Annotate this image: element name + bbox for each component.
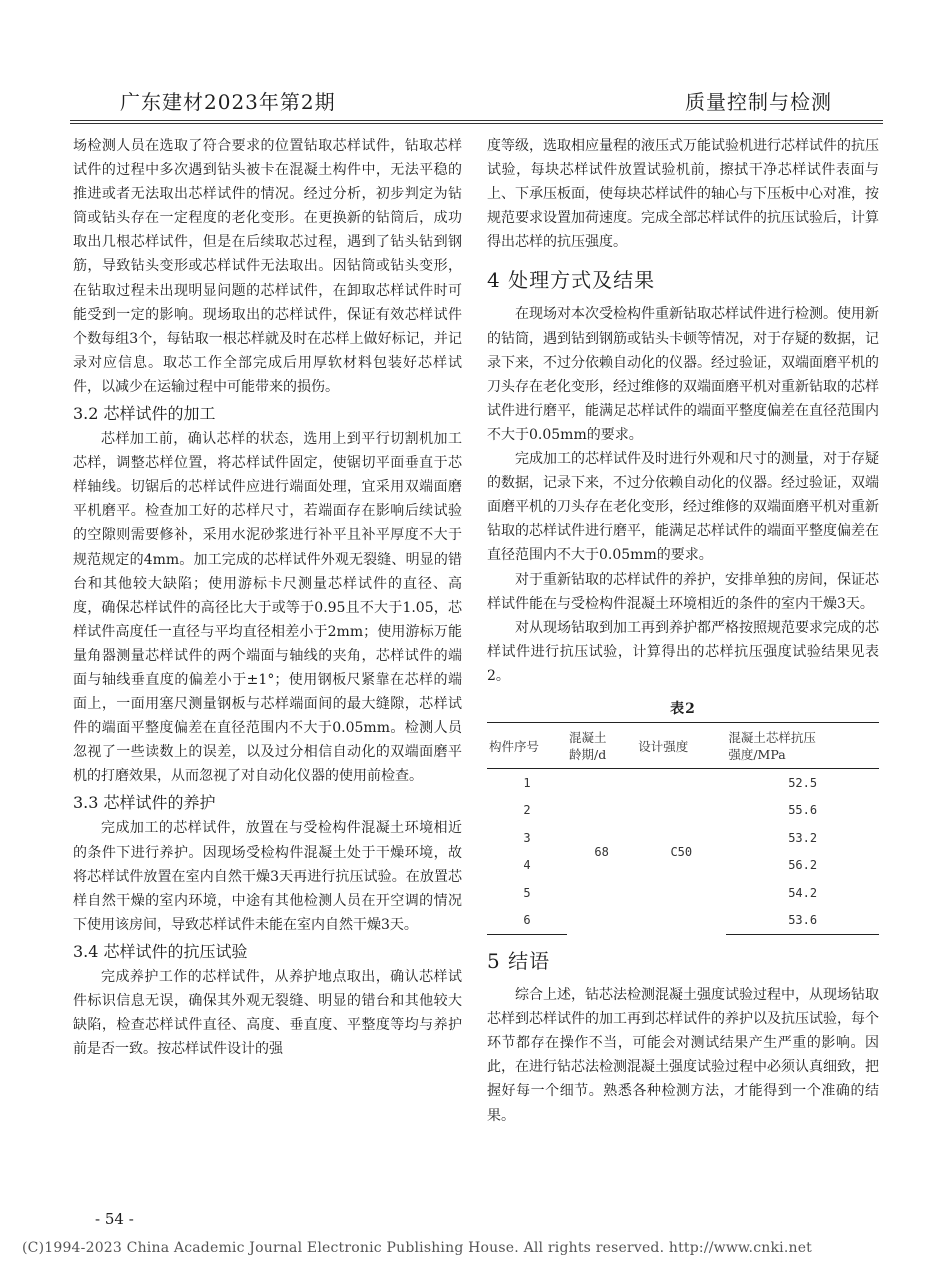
paragraph-3-3: 完成加工的芯样试件，放置在与受检构件混凝土环境相近的条件下进行养护。因现场受检构件混凝土处于干燥环境，故将芯样试件放置在室内自然干燥3天再进行抗压试验。在放置芯样自然干燥的室内环境，中途有其他检测人员在开空调的情况下使用该房间，导致芯样试件未能在室内自然干燥3天。: [73, 820, 462, 933]
running-header-section: 质量控制与检测: [685, 90, 832, 114]
table-header-id: 构件序号: [487, 723, 567, 769]
right-column: [487, 134, 879, 1128]
results-table: [487, 722, 879, 935]
paragraph-4c: 对于重新钻取的芯样试件的养护，安排单独的房间，保证芯样试件能在与受检构件混凝土环境相近的条件的室内干燥3天。: [487, 571, 879, 612]
paragraph-4d: 对从现场钻取到加工再到养护都严格按照规范要求完成的芯样试件进行抗压试验，计算得出的芯样抗压强度试验结果见表2。: [487, 619, 879, 684]
heading-3-3: 3.3 芯样试件的养护: [73, 793, 216, 813]
table-header-grade: 设计强度: [636, 723, 726, 769]
cell-strength: 55.6: [788, 803, 818, 818]
cell-strength: 53.6: [726, 907, 879, 935]
copyright-footer: (C)1994-2023 China Academic Journal Electronic Publishing House. All rights reserved. http://www.cnki.net: [22, 1240, 813, 1256]
cell-id: 3: [523, 830, 531, 845]
page-number: - 54 -: [95, 1210, 134, 1228]
cell-id: 5: [523, 885, 531, 900]
cell-id: 1: [523, 775, 531, 790]
cell-grade: C50: [670, 844, 693, 859]
cell-strength: 54.2: [788, 885, 818, 900]
header-rule-top: [70, 120, 883, 121]
cell-strength: 56.2: [788, 858, 818, 873]
cell-age: 68: [594, 844, 609, 859]
table-caption: 表2: [670, 700, 696, 717]
table-header-strength: 混凝土芯样抗压 强度/MPa: [726, 723, 879, 769]
heading-3-2: 3.2 芯样试件的加工: [73, 404, 216, 424]
cell-id: 2: [523, 803, 531, 818]
table-header-age: 混凝土 龄期/d: [567, 723, 636, 769]
table-row: [487, 769, 879, 797]
paragraph-3-2: 芯样加工前，确认芯样的状态，选用上到平行切割机加工芯样，调整芯样位置，将芯样试件固定，使锯切平面垂直于芯样轴线。切锯后的芯样试件应进行端面处理，宜采用双端面磨平机磨平。检查加工好的芯样尺寸，若端面存在影响后续试验的空隙则需要修补，采用水泥砂浆进行补平且补平厚度不大于规范规定的4mm。加工完成的芯样试件外观无裂缝、明显的错台和其他较大缺陷；使用游标卡尺测量芯样试件的直径、高度，确保芯样试件的高径比大于或等于0.95且不大于1.05，芯样试件高度任一直径与平均直径相差小于2mm；使用游标万能量角器测量芯样试件的两个端面与轴线的夹角，芯样试件的端面与轴线垂直度的偏差小于±1°；使用钢板尺紧靠在芯样的端面上，一面用塞尺测量钢板与芯样端面间的最大缝隙，芯样试件的端面平整度偏差在直径范围内不大于0.05mm。检测人员忽视了一些读数上的误差，以及过分相信自动化的双端面磨平机的打磨效果，从而忽视了对自动化仪器的使用前检查。: [73, 431, 462, 785]
heading-4: 4 处理方式及结果: [487, 268, 656, 293]
paragraph-3-4: 完成养护工作的芯样试件，从养护地点取出，确认芯样试件标识信息无误，确保其外观无裂缝、明显的错台和其他较大缺陷，检查芯样试件直径、高度、垂直度、平整度等均与养护前是否一致。按芯样试件设计的强: [73, 968, 462, 1058]
paragraph-5: 综合上述，钻芯法检测混凝土强度试验过程中，从现场钻取芯样到芯样试件的加工再到芯样试件的养护以及抗压试验，每个环节都存在操作不当，可能会对测试结果产生严重的影响。因此，在进行钻芯法检测混凝土强度试验过程中必须认真细致，把握好每一个细节。熟悉各种检测方法，才能得到一个准确的结果。: [487, 987, 879, 1124]
heading-3-4: 3.4 芯样试件的抗压试验: [73, 941, 248, 961]
cell-strength: 52.5: [788, 775, 818, 790]
heading-5: 5 结语: [487, 949, 551, 974]
paragraph-4a: 在现场对本次受检构件重新钻取芯样试件进行检测。使用新的钻筒，遇到钻到钢筋或钻头卡顿等情况，对于存疑的数据，记录下来，不过分依赖自动化的仪器。经过验证，双端面磨平机的刀头存在老化变形，经过维修的双端面磨平机对重新钻取的芯样试件进行磨平，能满足芯样试件的端面平整度偏差在直径范围内不大于0.05mm的要求。: [487, 306, 879, 443]
paragraph-intro: 场检测人员在选取了符合要求的位置钻取芯样试件，钻取芯样试件的过程中多次遇到钻头被卡在混凝土构件中，无法平稳的推进或者无法取出芯样试件的情况。经过分析，初步判定为钻筒或钻头存在一定程度的老化变形。在更换新的钻筒后，成功取出几根芯样试件，但是在后续取芯过程，遇到了钻头钻到钢筋，导致钻头变形或芯样试件无法取出。因钻筒或钻头变形，在钻取过程未出现明显问题的芯样试件，在卸取芯样试件时可能受到一定的影响。现场取出的芯样试件，保证有效芯样试件个数每组3个，每钻取一根芯样就及时在芯样上做好标记，并记录对应信息。取芯工作全部完成后用厚软材料包装好芯样试件，以减少在运输过程中可能带来的损伤。: [73, 138, 462, 395]
cell-id: 4: [523, 858, 531, 873]
running-header-journal: 广东建材2023年第2期: [120, 90, 336, 114]
cell-strength: 53.2: [788, 830, 818, 845]
cell-id: 6: [487, 907, 567, 935]
header-rule-bottom: [70, 123, 883, 124]
left-column: [73, 134, 462, 1061]
paragraph-continued: 度等级，选取相应量程的液压式万能试验机进行芯样试件的抗压试验，每块芯样试件放置试验机前，擦拭干净芯样试件表面与上、下承压板面，使每块芯样试件的轴心与下压板中心对准，按规范要求设置加荷速度。完成全部芯样试件的抗压试验后，计算得出芯样的抗压强度。: [487, 138, 879, 251]
paragraph-4b: 完成加工的芯样试件及时进行外观和尺寸的测量，对于存疑的数据，记录下来，不过分依赖自动化的仪器。经过验证，双端面磨平机的刀头存在老化变形，经过维修的双端面磨平机对重新钻取的芯样试件进行磨平，能满足芯样试件的端面平整度偏差在直径范围内不大于0.05mm的要求。: [487, 451, 879, 564]
